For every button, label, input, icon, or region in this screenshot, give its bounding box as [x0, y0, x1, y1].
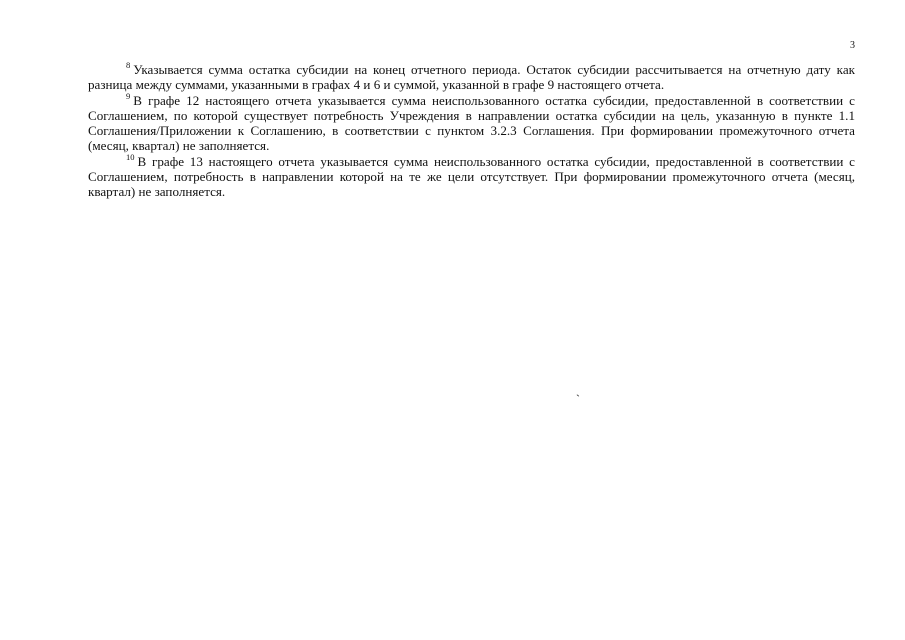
footnote-mark: 8	[126, 60, 131, 70]
page-number: 3	[850, 40, 855, 51]
footnote-text: Указывается сумма остатка субсидии на конец отчетного периода. Остаток субсидии рассчитывается на отчетную дату как разница между суммами, указанными в графах 4 и 6 и суммой, указанной в графе 9 настоящего отчета.	[88, 62, 855, 93]
footnote-text: В графе 13 настоящего отчета указывается сумма неиспользованного остатка субсидии, предоставленной в соответствии с Соглашением, потребность в направлении которой на те же цели отсутствует. При формировании промежуточного отчета (месяц, квартал) не заполняется.	[88, 153, 855, 200]
footnote-text: В графе 12 настоящего отчета указывается сумма неиспользованного остатка субсидии, предоставленной в соответствии с Соглашением, по которой существует потребность Учреждения в направлении остатка субсидии на цель, указанную в пункте 1.1 Соглашения/Приложении к Соглашению, в соответствии с пунктом 3.2.3 Соглашения. При формировании промежуточного отчета (месяц, квартал) не заполняется.	[88, 92, 855, 154]
footnote-mark: 9	[126, 90, 131, 101]
footnote-9	[88, 90, 855, 154]
stray-mark: `	[576, 392, 580, 406]
footnote-8	[88, 62, 855, 93]
footnote-10	[88, 151, 855, 200]
footnotes-block	[88, 62, 855, 200]
footnote-mark: 10	[126, 151, 135, 162]
